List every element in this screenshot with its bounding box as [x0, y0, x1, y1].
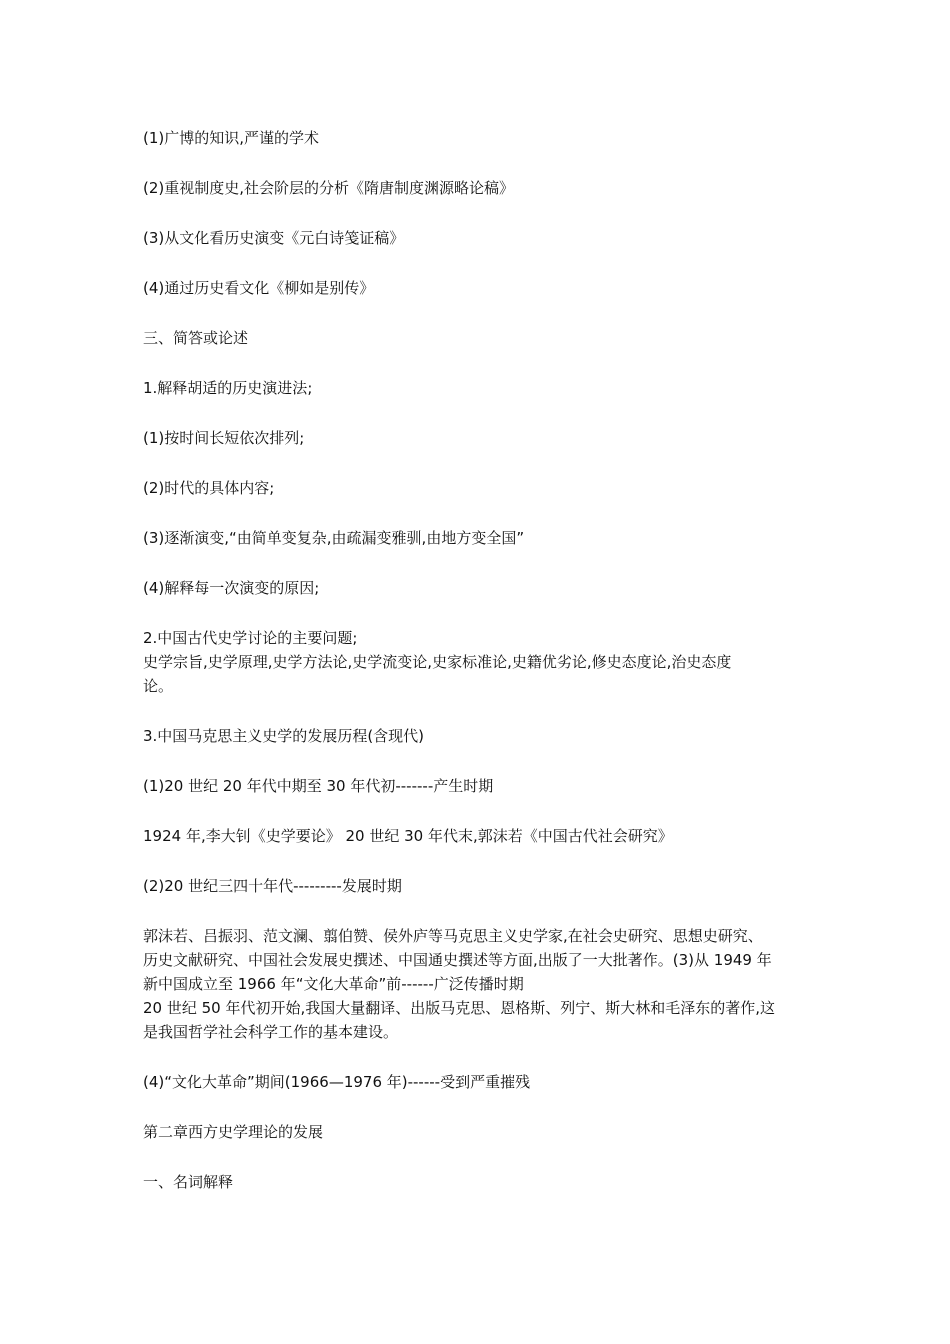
paragraph: (4)通过历史看文化《柳如是别传》	[143, 279, 375, 297]
paragraph: (2)时代的具体内容;	[143, 479, 275, 497]
paragraph-line: 论。	[143, 677, 174, 695]
section-heading: 一、名词解释	[143, 1173, 234, 1191]
chapter-title: 第二章西方史学理论的发展	[143, 1123, 324, 1141]
paragraph-line: 郭沫若、吕振羽、范文澜、翦伯赞、侯外庐等马克思主义史学家,在社会史研究、思想史研究、	[143, 927, 763, 945]
paragraph: (3)从文化看历史演变《元白诗笺证稿》	[143, 229, 405, 247]
paragraph: (1)20 世纪 20 年代中期至 30 年代初-------产生时期	[143, 777, 494, 795]
paragraph-line: 新中国成立至 1966 年“文化大革命”前------广泛传播时期	[143, 975, 524, 993]
question: 3.中国马克思主义史学的发展历程(含现代)	[143, 727, 425, 745]
paragraph-line: 20 世纪 50 年代初开始,我国大量翻译、出版马克思、恩格斯、列宁、斯大林和毛泽东的著作,这	[143, 999, 776, 1017]
paragraph: (4)解释每一次演变的原因;	[143, 579, 320, 597]
paragraph: (1)按时间长短依次排列;	[143, 429, 305, 447]
paragraph: (1)广博的知识,严谨的学术	[143, 129, 320, 147]
paragraph: 1924 年,李大钊《史学要论》 20 世纪 30 年代末,郭沫若《中国古代社会研究》	[143, 827, 673, 845]
question: 2.中国古代史学讨论的主要问题;	[143, 629, 358, 647]
paragraph-line: 史学宗旨,史学原理,史学方法论,史学流变论,史家标准论,史籍优劣论,修史态度论,治史态度	[143, 653, 732, 671]
section-heading: 三、简答或论述	[143, 329, 249, 347]
paragraph-line: 历史文献研究、中国社会发展史撰述、中国通史撰述等方面,出版了一大批著作。(3)从 1949 年	[143, 951, 772, 969]
question: 1.解释胡适的历史演进法;	[143, 379, 313, 397]
paragraph: (2)20 世纪三四十年代---------发展时期	[143, 877, 402, 895]
paragraph: (3)逐渐演变,“由简单变复杂,由疏漏变雅驯,由地方变全国”	[143, 529, 525, 547]
paragraph-line: 是我国哲学社会科学工作的基本建设。	[143, 1023, 399, 1041]
paragraph: (4)“文化大革命”期间(1966—1976 年)------受到严重摧残	[143, 1073, 531, 1091]
paragraph: (2)重视制度史,社会阶层的分析《隋唐制度渊源略论稿》	[143, 179, 515, 197]
